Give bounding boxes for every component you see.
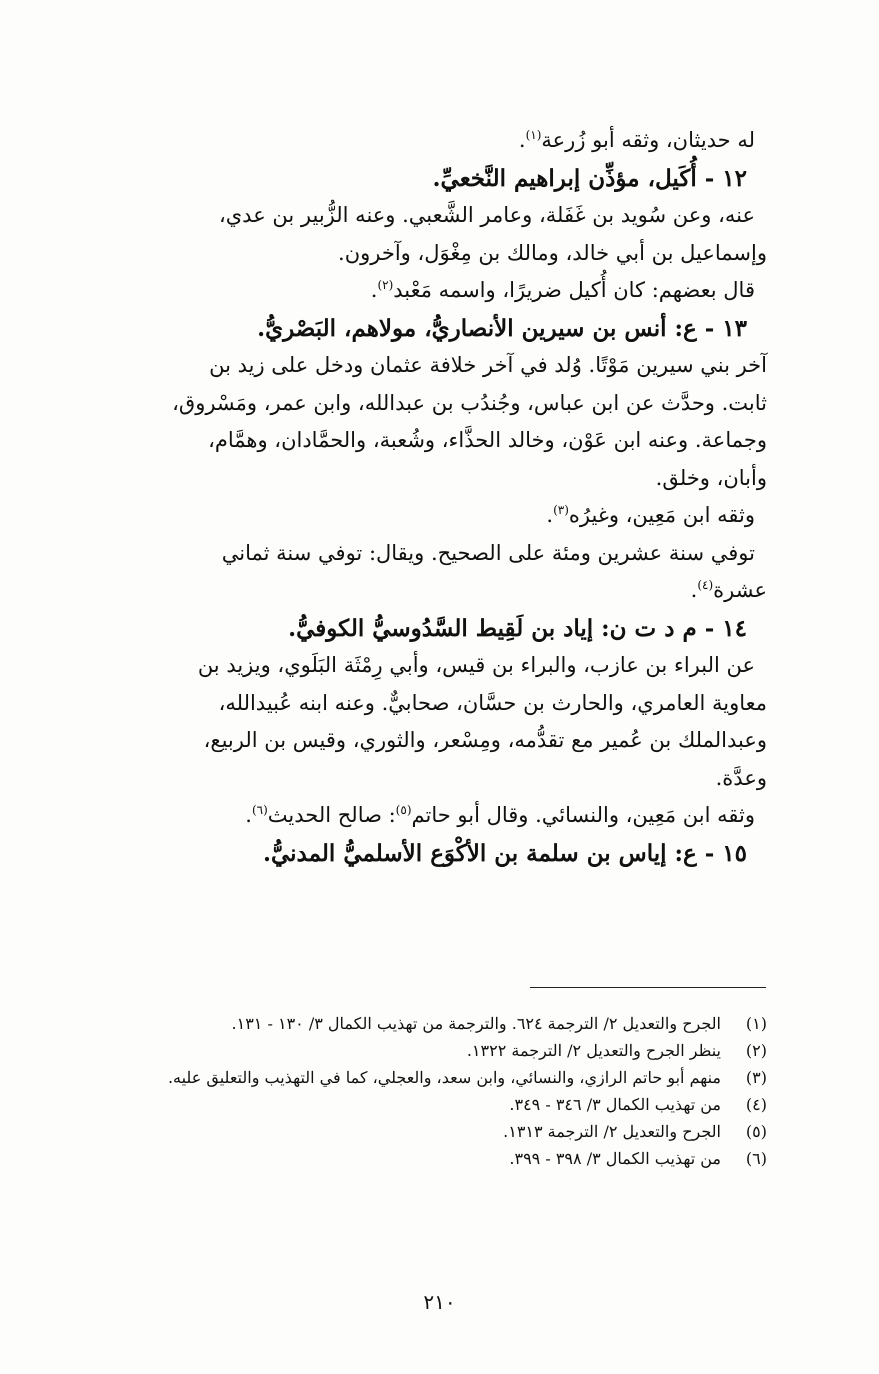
text-run: . xyxy=(690,578,698,602)
text-run: . xyxy=(245,803,252,827)
footnote-number: (٦) xyxy=(745,1149,767,1168)
text-run: : صالح الحديث xyxy=(267,803,396,827)
text-line: معاوية العامري، والحارث بن حسَّان، صحابيٌّ. وعنه ابنه عُبيدالله، xyxy=(218,690,767,715)
footnote-text: الجرح والتعديل ٢/ الترجمة ٦٢٤. والترجمة من تهذيب الكمال ٣/ ١٣٠ - ١٣١. xyxy=(231,1014,721,1033)
footnote-number: (٤) xyxy=(745,1095,767,1114)
footnote xyxy=(48,1091,767,1118)
text-run: . xyxy=(518,128,526,152)
footnote-ref[interactable]: (٤) xyxy=(697,578,714,592)
text-line: وجماعة. وعنه ابن عَوْن، وخالد الحذَّاء، وشُعبة، والحمَّادان، وهمَّام، xyxy=(208,428,767,452)
text-line: عن البراء بن عازب، والبراء بن قيس، وأبي رِمْثَة البَلَوي، ويزيد بن xyxy=(197,653,755,677)
text-line: ثابت. وحدَّث عن ابن عباس، وجُندُب بن عبدالله، وابن عمر، ومَسْروق، xyxy=(172,390,767,415)
text-line: آخر بني سيرين مَوْتًا. وُلد في آخر خلافة عثمان ودخل على زيد بن xyxy=(209,353,767,377)
text-line xyxy=(48,797,767,835)
text-line: وعبدالملك بن عُمير مع تقدُّمه، ومِسْعر، والثوري، وقيس بن الربيع، xyxy=(203,728,767,752)
text-run: له حديثان، وثقه أبو زُرعة xyxy=(541,128,755,152)
text-line: وعدَّة. xyxy=(715,765,767,790)
entry-heading-15: ١٥ - ع: إياس بن سلمة بن الأكْوَع الأسلميُّ المدنيُّ. xyxy=(262,839,747,867)
footnote-text: الجرح والتعديل ٢/ الترجمة ١٣١٣. xyxy=(503,1122,721,1141)
entry-heading-14: ١٤ - م د ت ن: إياد بن لَقِيط السَّدُوسيُّ الكوفيُّ. xyxy=(288,614,747,642)
footnote-separator xyxy=(530,987,766,988)
footnotes xyxy=(48,1010,767,1172)
footnote-text: ينظر الجرح والتعديل ٢/ الترجمة ١٣٢٢. xyxy=(466,1041,721,1060)
text-line xyxy=(48,122,767,160)
footnote xyxy=(48,1145,767,1172)
entry-heading-13: ١٣ - ع: أنس بن سيرين الأنصاريُّ، مولاهم، البَصْريُّ. xyxy=(257,314,747,342)
text-line xyxy=(48,572,767,610)
text-run: عشرة xyxy=(713,578,767,602)
footnote-number: (٥) xyxy=(745,1122,767,1141)
footnote-text: منهم أبو حاتم الرازي، والنسائي، وابن سعد، والعجلي، كما في التهذيب والتعليق عليه. xyxy=(167,1068,721,1087)
page-number: ٢١٠ xyxy=(423,1290,456,1314)
text-run: . xyxy=(546,503,554,527)
footnote-number: (١) xyxy=(745,1014,767,1033)
text-line: وإسماعيل بن أبي خالد، ومالك بن مِغْوَل، وآخرون. xyxy=(338,240,767,265)
footnote-ref[interactable]: (١) xyxy=(525,128,542,142)
text-run: وثقه ابن مَعِين، وغيرُه xyxy=(568,503,755,527)
footnote-ref[interactable]: (٥) xyxy=(395,803,412,817)
text-line: توفي سنة عشرين ومئة على الصحيح. ويقال: توفي سنة ثماني xyxy=(221,540,755,565)
footnote-number: (٢) xyxy=(745,1041,767,1060)
footnote-number: (٣) xyxy=(745,1068,767,1087)
footnote-ref[interactable]: (٣) xyxy=(553,503,569,517)
footnote xyxy=(48,1037,767,1064)
text-run: قال بعضهم: كان أُكيل ضريرًا، واسمه مَعْبد xyxy=(393,278,755,302)
text-run: وثقه ابن مَعِين، والنسائي. وقال أبو حاتم xyxy=(411,803,755,827)
text-run: . xyxy=(370,278,378,302)
text-line: عنه، وعن سُويد بن غَفَلة، وعامر الشَّعبي. وعنه الزُّبير بن عدي، xyxy=(218,203,755,227)
text-line xyxy=(48,497,767,535)
text-line: وأبان، وخلق. xyxy=(655,465,767,490)
footnote-ref[interactable]: (٦) xyxy=(251,803,268,817)
footnote-ref[interactable]: (٢) xyxy=(377,278,394,292)
footnote-text: من تهذيب الكمال ٣/ ٣٤٦ - ٣٤٩. xyxy=(509,1095,721,1114)
footnote-text: من تهذيب الكمال ٣/ ٣٩٨ - ٣٩٩. xyxy=(509,1149,721,1168)
footnote xyxy=(48,1010,767,1037)
main-text xyxy=(48,122,767,872)
text-line xyxy=(48,272,767,310)
entry-heading-12: ١٢ - أُكَيل، مؤذِّن إبراهيم النَّخعيِّ. xyxy=(432,164,747,192)
footnote xyxy=(48,1064,767,1091)
footnote xyxy=(48,1118,767,1145)
